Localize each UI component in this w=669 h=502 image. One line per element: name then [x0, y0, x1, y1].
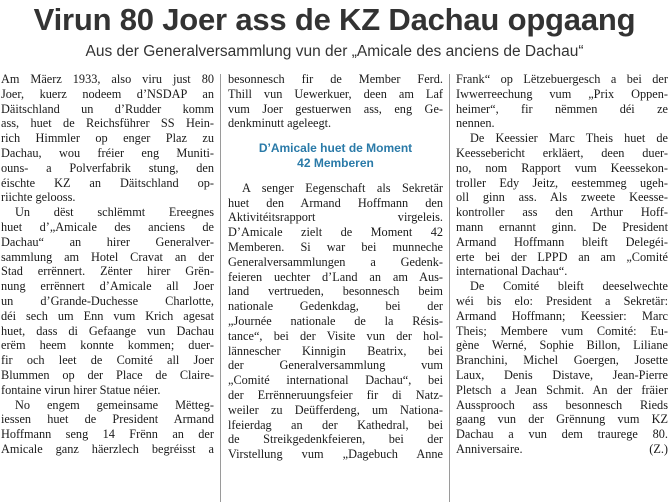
- text-line: De Keessier Marc Theis huet de: [470, 131, 668, 146]
- text-line: Laux, Denis Distave, Jean-Pierre: [456, 367, 668, 382]
- text-line: éischte KZ an Däitschland op-: [1, 175, 214, 190]
- text-line: No engem gemeinsame Mëtteg-: [15, 397, 214, 412]
- text-line: mann ernannt ginn. De President: [456, 219, 668, 234]
- article-subheadline: Aus der Generalversammlung vun der „Amicale des anciens de Dachau“: [85, 43, 584, 60]
- text-line: Aussprooch ass besonnesch Rieds: [456, 397, 668, 412]
- text-line: no, nom Rapport vum Keessekon-: [456, 160, 668, 175]
- text-line: lfeierdag an der Kathedral, bei: [228, 417, 443, 432]
- text-line: Memberen. Si war bei munneche: [228, 239, 443, 254]
- text-line: gaang vun der Grënnung vum KZ: [456, 412, 668, 427]
- author-signature: (Z.): [649, 441, 668, 456]
- text-line: international Dachau“.: [456, 264, 568, 279]
- text-line: oll ginn ass. Als zweete Keesse-: [456, 190, 668, 205]
- text-line: rich Himmler op enger Plaz zu: [1, 131, 214, 146]
- section-heading: D’Amicale huet de Moment: [258, 141, 413, 156]
- text-line: ouns- a Polverfabrik stung, den: [1, 160, 214, 175]
- text-line: Dachau“ an hirer Generalver-: [1, 234, 214, 249]
- text-line: Däitschland un d’Rudder komm: [1, 101, 214, 116]
- text-line: fontaine virun hirer Statue néier.: [1, 382, 161, 397]
- text-line: de Streikgedenkfeieren, bei der: [228, 432, 443, 447]
- column-rule-right: [449, 74, 450, 502]
- text-line: Thill vun Uewerkuer, deen am Laf: [228, 86, 443, 101]
- text-line: Dachau a vun dem traurege 80.: [456, 427, 668, 442]
- text-line: De Comité bleift deeselwechte: [470, 279, 668, 294]
- text-line: Dachau, wou fréier eng Muniti-: [1, 145, 214, 160]
- text-line: Anniversaire.: [456, 441, 523, 456]
- text-line: Theis; Membere vum Comité: Eu-: [456, 323, 668, 338]
- text-line: gène Werné, Sophie Billon, Liliane: [456, 338, 668, 353]
- text-line: Keessebericht erkläert, deen duer-: [456, 145, 668, 160]
- text-line: troller Edy Jeitz, eestemmeg ugeh-: [456, 175, 668, 190]
- text-line: tance“, bei der Visite vun der hol-: [228, 328, 443, 343]
- text-line: vum Joer gestuerwen ass, eng Ge-: [228, 101, 443, 116]
- text-line: Generalversammlungen a Gedenk-: [228, 254, 443, 269]
- text-line: huet den Armand Hoffmann den: [228, 195, 443, 210]
- text-line: kontroller ass den Arthur Hoff-: [456, 205, 668, 220]
- text-line: Hoffmann seng 14 Frënn an der: [1, 427, 214, 442]
- text-line: Aktivitéitsrapport virgeleis.: [228, 210, 443, 225]
- text-line: nationale Gedenkdag, bei der: [228, 299, 443, 314]
- text-line: Iwwerreechung vum „Prix Oppen-: [456, 86, 668, 101]
- text-line: „Comité international Dachau“, bei: [228, 373, 443, 388]
- text-line: Frank“ op Lëtzebuergesch a bei der: [456, 72, 668, 86]
- text-line: sammlung am Hotel Cravat an der: [1, 249, 214, 264]
- text-line: Branchini, Michel Goergen, Josette: [456, 353, 668, 368]
- text-line: A senger Eegenschaft als Sekretär: [242, 180, 443, 195]
- text-line: un d’Grande-Duchesse Charlotte,: [1, 293, 214, 308]
- text-line: erëm heem konnte kommen; duer-: [1, 338, 214, 353]
- text-line: „Journée nationale de la Résis-: [228, 313, 443, 328]
- text-line: heimer“, fir nëmmen déi ze: [456, 101, 668, 116]
- text-line: D’Amicale zielt de Moment 42: [228, 225, 443, 240]
- text-line: Am Mäerz 1933, also viru just 80: [1, 72, 214, 86]
- section-heading: 42 Memberen: [297, 155, 374, 170]
- text-line: Un dëst schlëmmt Ereegnes: [15, 205, 214, 220]
- text-line: Blummen op der Place de Claire-: [1, 367, 214, 382]
- text-line: weiler zu Deüfferdeng, um Nationa-: [228, 402, 443, 417]
- text-line: huet, dass di Gefaange vun Dachau: [1, 323, 214, 338]
- text-line: besonnesch fir de Member Ferd.: [228, 72, 443, 86]
- text-line: Armand Hoffmann bleift Delegéi-: [456, 234, 668, 249]
- article-column-2: [228, 72, 443, 462]
- text-line: nung errënnert d’Amicale all Joer: [1, 279, 214, 294]
- text-line: lännescher Kinnigin Beatrix, bei: [228, 343, 443, 358]
- text-line: der Errënneruungsfeier fir di Natz-: [228, 387, 443, 402]
- text-line: Joer, kuerz nodeem d’NSDAP an: [1, 86, 214, 101]
- text-line: wéi bis elo: President a Sekretär:: [456, 293, 668, 308]
- text-line: déi sech um Enn vum Krich agesat: [1, 308, 214, 323]
- text-line: ass, huet de Reichsführer SS Hein-: [1, 116, 214, 131]
- text-line: Stad errënnert. Zënter hirer Grën-: [1, 264, 214, 279]
- text-line: erte bei der LPPD an am „Comité: [456, 249, 668, 264]
- text-line: Amicale ganz häerzlech begréisst a: [1, 441, 214, 456]
- text-line: land vertrueden, besonnesch beim: [228, 284, 443, 299]
- text-line: feieren uechter d’Land an am Aus-: [228, 269, 443, 284]
- text-line: fir och leet de Comité all Joer: [1, 353, 214, 368]
- text-line: huet d’„Amicale des anciens de: [1, 219, 214, 234]
- text-line: der Generalversammlung vum: [228, 358, 443, 373]
- text-line: denkminutt ageleegt.: [228, 116, 332, 131]
- column-rule-left: [220, 74, 221, 502]
- article-column-3: [456, 72, 668, 457]
- text-line: riichte gelooss.: [1, 190, 76, 205]
- text-line: Armand Hoffmann; Keessier: Marc: [456, 308, 668, 323]
- text-line: Pletsch a Jean Schmit. An der fräier: [456, 382, 668, 397]
- text-line: Virstellung vum „Dagebuch Anne: [228, 447, 443, 462]
- text-line: nennen.: [456, 116, 495, 131]
- text-line: iessen huet de President Armand: [1, 412, 214, 427]
- article-headline: Virun 80 Joer ass de KZ Dachau opgaang: [33, 2, 636, 37]
- article-column-1: [1, 72, 214, 457]
